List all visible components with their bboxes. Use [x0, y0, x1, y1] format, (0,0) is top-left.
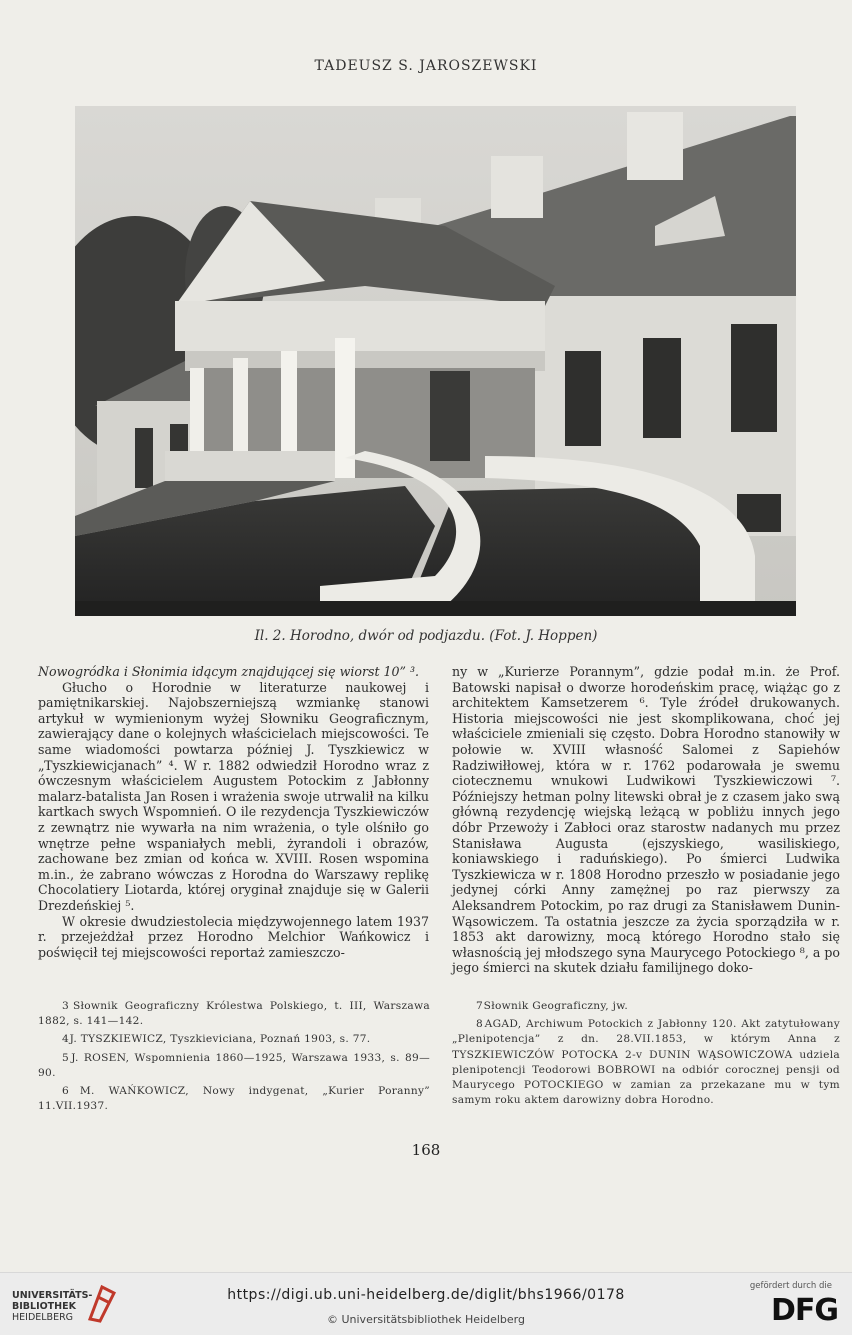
footnote: [38, 999, 430, 1029]
footnote-number: 5: [62, 1051, 70, 1064]
footnote-number: 8: [476, 1018, 484, 1031]
manor-photograph: [75, 106, 796, 616]
footnote-text: Słownik Geograficzny, jw.: [483, 1000, 628, 1012]
footnote-number: 6: [62, 1085, 70, 1098]
library-name-line: HEIDELBERG: [12, 1312, 74, 1323]
footnote: [38, 1032, 430, 1047]
library-name-line: UNIVERSITÄTS-: [12, 1290, 93, 1301]
body-column-left: [38, 664, 429, 960]
footnote-text: M. WAŃKOWICZ, Nowy indygenat, „Kurier Poranny” 11.VII.1937.: [38, 1085, 430, 1113]
footnote: [452, 999, 840, 1014]
figure-caption: Il. 2. Horodno, dwór od podjazdu. (Fot. J. Hoppen): [254, 628, 598, 644]
permalink-url[interactable]: https://digi.ub.uni-heidelberg.de/diglit/bhs1966/0178: [227, 1287, 625, 1303]
dfg-logo[interactable]: DFG: [770, 1293, 838, 1328]
footnotes-right: [452, 999, 840, 1111]
footnote-text: J. TYSZKIEWICZ, Tyszkieviciana, Poznań 1903, s. 77.: [69, 1033, 371, 1046]
paragraph: W okresie dwudziestolecia międzywojennego latem 1937 r. przejeżdżał przez Horodno Melchior Wańkowicz i poświęcił tej miejscowości reportaż zamieszczo-: [38, 913, 429, 960]
body-column-right: [452, 664, 840, 976]
manor-illustration: [75, 106, 796, 616]
running-title: TADEUSZ S. JAROSZEWSKI: [314, 58, 538, 74]
viewer-footer: [0, 1272, 852, 1335]
paragraph: ny w „Kurierze Porannym”, gdzie podał m.in. że Prof. Batowski napisał o dworze horodeńskim pracę, wiążąc go z architektem Kamsetzerem ⁶. Tyle źródeł drukowanych. Historia miejscowości nie jest skomplikowana, choć jej właściciele zmieniali się często. Dobra Horodno stanowiły w połowie w. XVIII własność Salomei z Sapiehów Radziwiłłowej, która w r. 1762 podarowała je swemu ciotecznemu wnukowi Ludwikowi Tyszkiewiczowi ⁷. Późniejszy hetman polny litewski obrał je z czasem jako swą główną rezydencję wiejską leżącą w pobliżu innych jego dóbr Przewoży i Zabłoci oraz starostw nadanych mu przez Stanisława Augusta (ejszyskiego, wasiliskiego, koniawskiego i raduńskiego). Po śmierci Ludwika Tyszkiewicza w r. 1808 Horodno przeszło w posiadanie jego jedynej córki Anny zamężnej po raz pierwszy za Aleksandrem Potockim, po raz drugi za Stanisławem Dunin-Wąsowiczem. Ta ostatnia jeszcze za życia sporządziła w r. 1853 akt darowizny, mocą którego Horodno stało się własnością jej młodszego syna Maurycego Potockiego ⁸, a po jego śmierci na skutek działu familijnego doko-: [452, 664, 840, 976]
footnote: [38, 1084, 430, 1114]
footnote-text: Słownik Geograficzny Królestwa Polskiego, t. III, Warszawa 1882, s. 141—142.: [38, 1000, 430, 1028]
footnote: [38, 1051, 430, 1081]
copyright-notice: © Universitätsbibliothek Heidelberg: [326, 1313, 525, 1326]
library-name-line: BIBLIOTHEK: [12, 1301, 76, 1312]
funded-by-label: gefördert durch die: [749, 1281, 832, 1291]
paragraph: Głucho o Horodnie w literaturze naukowej i pamiętnikarskiej. Najobszerniejszą wzmiankę stanowi artykuł w wymienionym wyżej Słowniku Geograficznym, zawierający dane o kolejnych właścicielach miejscowości. Te same wiadomości powtarza później J. Tyszkiewicz w „Tyszkiewicjanach” ⁴. W r. 1882 odwiedził Horodno wraz z ówczesnym właścicielem Augustem Potockim z Jabłonny malarz-batalista Jan Rosen i wrażenia swoje utrwalił na kilku kartkach swych Wspomnień. O ile rezydencja Tyszkiewiczów z zewnątrz nie wywarła na nim wrażenia, o tyle olśniło go wnętrze pełne wspaniałych mebli, żyrandoli i obrazów, zachowane bez zmian od końca w. XVIII. Rosen wspomina m.in., że zabrano wówczas z Horodna do Warszawy replikę Chocolatiery Liotarda, której oryginał znajduje się w Galerii Drezdeńskiej ⁵.: [38, 679, 429, 913]
paragraph: Nowogródka i Słonimia idącym znajdującej się wiorst 10” ³.: [38, 664, 420, 679]
footnote-text: AGAD, Archiwum Potockich z Jabłonny 120. Akt zatytułowany „Plenipotencja” z dn. 28.VII.1853, w którym Anna z TYSZKIEWICZÓW POTOCKA 2-v DUNIN WĄSOWICZOWA udziela plenipotencji Teodorowi BOBROWI na odbiór corocznej pensji od Maurycego POTOCKIEGO w zamian za przekazane mu w tym samym roku aktem darowizny dobra Horodno.: [452, 1018, 840, 1107]
footnote-number: 3: [62, 1000, 70, 1012]
footnote-number: 4: [62, 1033, 70, 1046]
footnotes-left: [38, 999, 430, 1117]
footnote: [452, 1017, 840, 1108]
footnote-number: 7: [476, 1000, 484, 1012]
page-number: 168: [411, 1141, 441, 1159]
footnote-text: J. ROSEN, Wspomnienia 1860—1925, Warszawa 1933, s. 89—90.: [38, 1051, 430, 1079]
